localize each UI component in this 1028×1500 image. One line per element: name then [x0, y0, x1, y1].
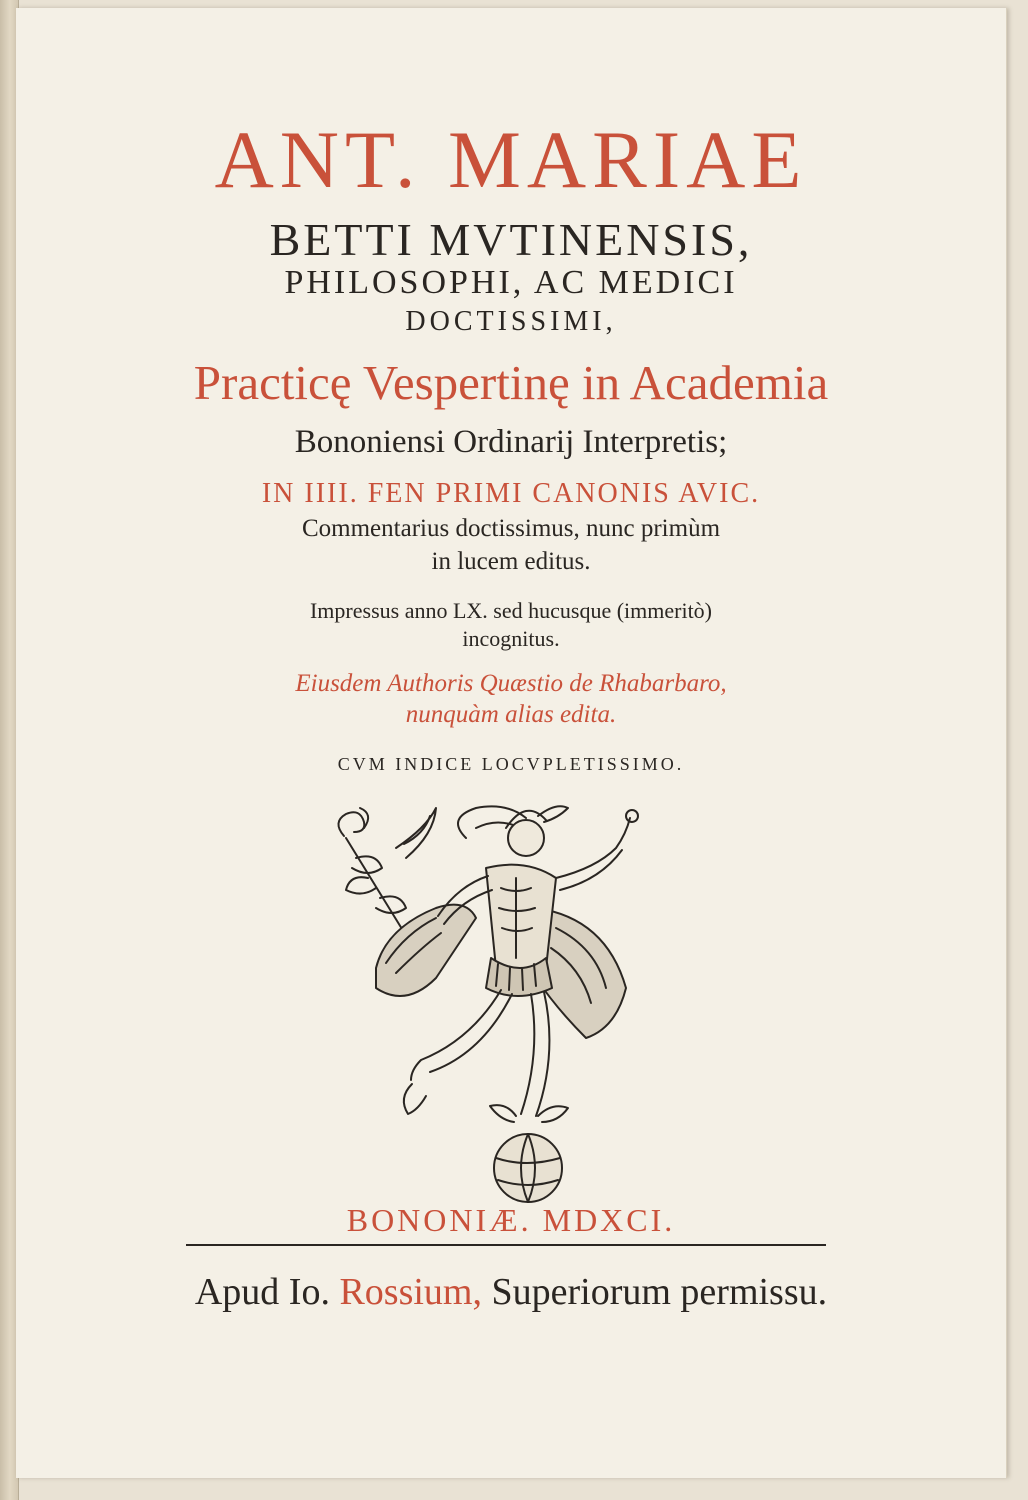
title-line-impressus: Impressus anno LX. sed hucusque (immeritò)	[309, 598, 713, 623]
title-line-bononiensi: Bononiensi Ordinarij Interpretis;	[294, 424, 728, 460]
title-line-nunquam: nunquàm alias edita.	[405, 701, 617, 728]
title-line-fen: IN IIII. FEN PRIMI CANONIS AVIC.	[261, 478, 761, 509]
title-line-author-name: ANT. MARIAE	[214, 114, 808, 205]
imprint-rule	[186, 1244, 826, 1246]
imprint-permission: Superiorum permissu.	[491, 1271, 828, 1313]
imprint-place-date: BONONIÆ. MDXCI.	[346, 1202, 676, 1238]
imprint-apud: Apud Io.	[194, 1271, 330, 1313]
title-line-philosophi: PHILOSOPHI, AC MEDICI	[284, 264, 738, 301]
title-line-cum-indice: CVM INDICE LOCVPLETISSIMO.	[337, 754, 685, 774]
title-line-in-lucem: in lucem editus.	[431, 548, 591, 575]
title-page	[16, 8, 1007, 1478]
title-line-betti: BETTI MVTINENSIS,	[269, 214, 753, 265]
title-line-practice: Practicę Vespertinę in Academia	[193, 355, 829, 410]
title-line-quaestio: Eiusdem Authoris Quæstio de Rhabarbaro,	[295, 670, 727, 697]
title-line-doctissimi: DOCTISSIMI,	[405, 306, 617, 337]
title-line-commentarius: Commentarius doctissimus, nunc primùm	[301, 515, 721, 542]
title-line-incognitus: incognitus.	[462, 626, 560, 651]
imprint-printer: Rossium,	[339, 1271, 482, 1313]
mercury-woodcut-image	[316, 798, 696, 1218]
imprint-line	[16, 1270, 1006, 1314]
